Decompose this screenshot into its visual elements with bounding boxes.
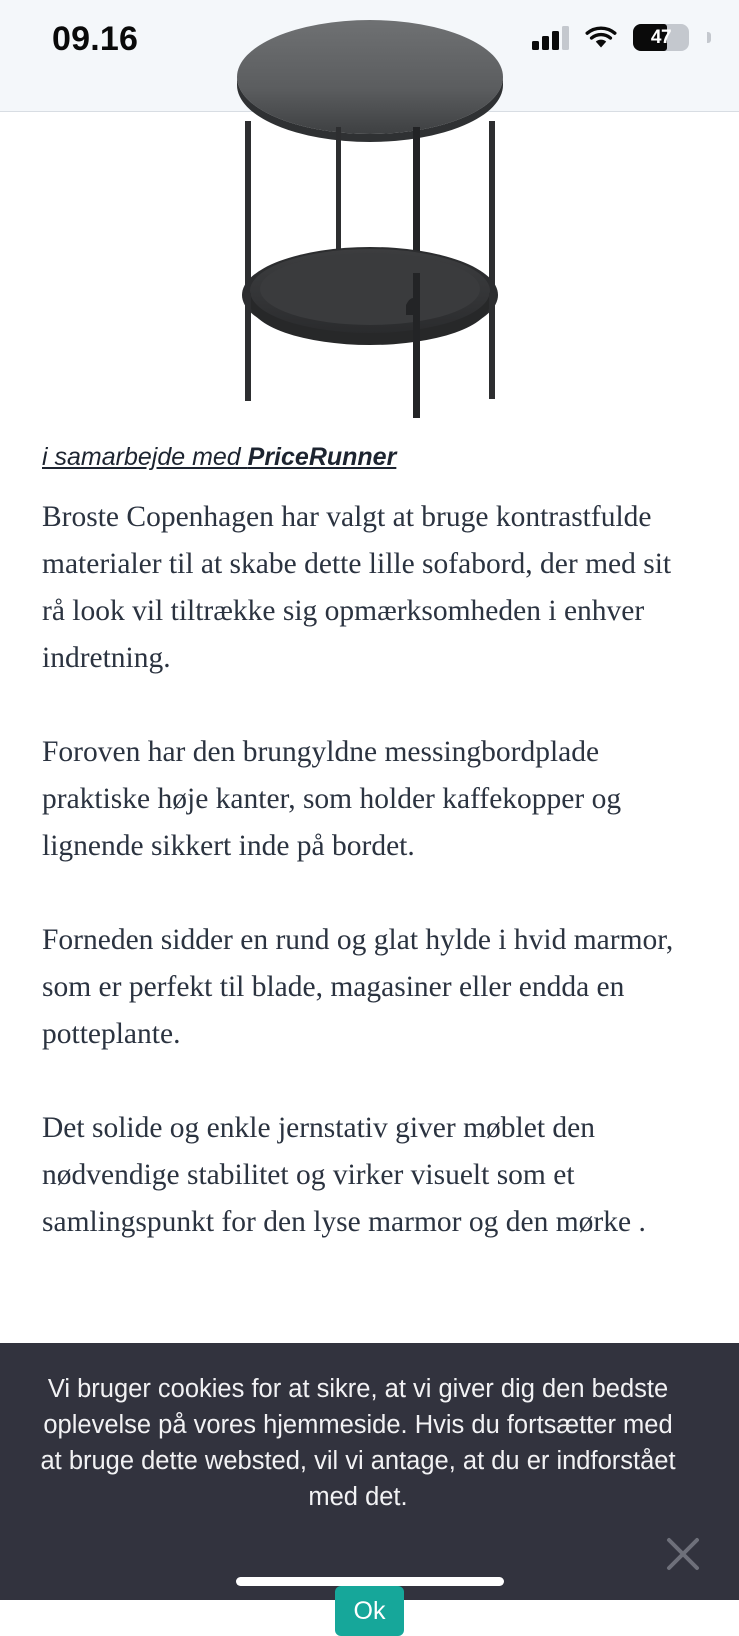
paragraph: Foroven har den brungyldne messingbordplade praktiske høje kanter, som holder kaffekopper og lignende sikkert inde på bordet. bbox=[42, 736, 622, 862]
battery-cap-icon bbox=[707, 32, 711, 43]
status-time: 09.16 bbox=[52, 20, 139, 58]
partner-brand: PriceRunner bbox=[247, 443, 397, 471]
cookie-accept-button[interactable]: Ok bbox=[335, 1586, 404, 1636]
partner-credit[interactable] bbox=[42, 443, 396, 472]
home-indicator[interactable] bbox=[236, 1577, 504, 1586]
paragraph: Forneden sidder en rund og glat hylde i hvid marmor, som er perfekt til blade, magasiner eller endda en potteplante. bbox=[42, 924, 674, 1050]
product-image bbox=[0, 113, 739, 443]
wifi-icon bbox=[585, 26, 617, 50]
battery-icon bbox=[633, 24, 689, 51]
paragraph: Det solide og enkle jernstativ giver møblet den nødvendige stabilitet og virker visuelt som et samlingspunkt for den lyse marmor og den mørke . bbox=[42, 1112, 646, 1238]
cookie-message: Vi bruger cookies for at sikre, at vi giver dig den bedste oplevelse på vores hjemmeside. Hvis du fortsætter med at bruge dette websted, vil vi antage, at du er indforstået med det. bbox=[40, 1375, 676, 1511]
close-icon[interactable] bbox=[662, 1533, 704, 1575]
cookie-consent-banner bbox=[0, 1343, 739, 1600]
battery-percent: 47 bbox=[650, 27, 672, 48]
cellular-signal-icon bbox=[532, 26, 569, 50]
web-page-content bbox=[0, 113, 739, 1625]
partner-prefix: i samarbejde med bbox=[42, 443, 248, 471]
article-paragraphs bbox=[42, 494, 697, 1246]
status-indicators bbox=[532, 24, 711, 51]
paragraph: Broste Copenhagen har valgt at bruge kontrastfulde materialer til at skabe dette lille sofabord, der med sit rå look vil tiltrække sig opmærksomheden i enhver indretning. bbox=[42, 501, 672, 674]
article-body bbox=[0, 443, 739, 1246]
